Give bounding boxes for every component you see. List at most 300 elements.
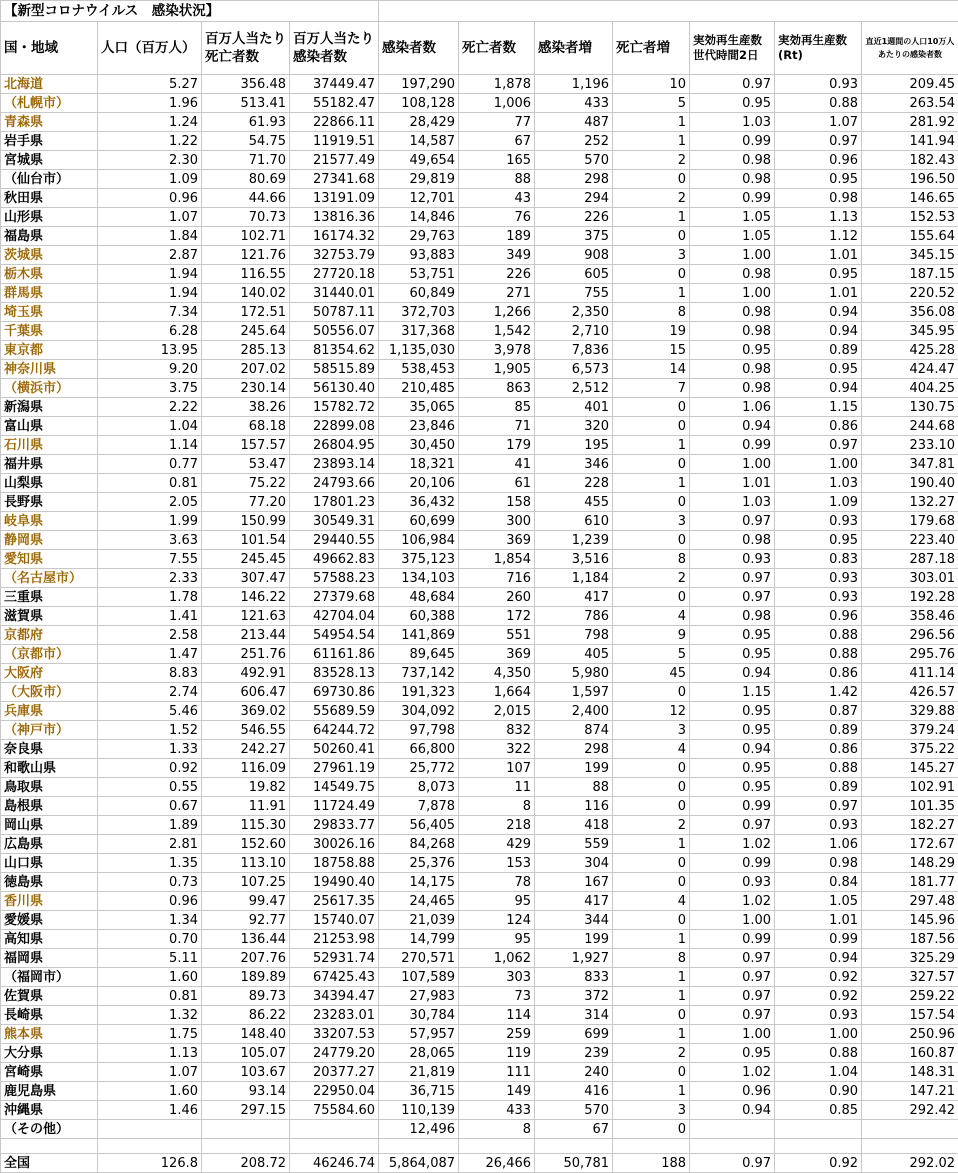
value-cell: 54954.54 (290, 626, 379, 645)
value-cell: 67 (535, 1120, 613, 1139)
value-cell: 1.75 (98, 1025, 202, 1044)
value-cell: 1.00 (690, 1025, 775, 1044)
value-cell: 3.75 (98, 379, 202, 398)
value-cell: 4,350 (459, 664, 535, 683)
value-cell: 0.92 (775, 968, 862, 987)
value-cell: 220.52 (862, 284, 958, 303)
value-cell: 34394.47 (290, 987, 379, 1006)
value-cell: 172.51 (202, 303, 290, 322)
value-cell: 300 (459, 512, 535, 531)
value-cell: 1.03 (690, 493, 775, 512)
region-name-cell[interactable]: 千葉県 (1, 322, 98, 341)
value-cell: 24793.66 (290, 474, 379, 493)
value-cell: 189 (459, 227, 535, 246)
value-cell: 69730.86 (290, 683, 379, 702)
value-cell: 93,883 (379, 246, 459, 265)
value-cell: 0.99 (690, 930, 775, 949)
value-cell: 0 (613, 398, 690, 417)
region-name-cell: 島根県 (1, 797, 98, 816)
value-cell: 1.00 (690, 455, 775, 474)
region-name-cell: 佐賀県 (1, 987, 98, 1006)
value-cell: 10 (613, 75, 690, 94)
value-cell: 95 (459, 930, 535, 949)
table-row (1, 455, 958, 474)
value-cell: 2.22 (98, 398, 202, 417)
value-cell: 329.88 (862, 702, 958, 721)
value-cell: 1.41 (98, 607, 202, 626)
value-cell: 0.95 (775, 265, 862, 284)
value-cell: 2 (613, 189, 690, 208)
value-cell: 245.45 (202, 550, 290, 569)
value-cell: 0.98 (690, 379, 775, 398)
value-cell: 152.60 (202, 835, 290, 854)
value-cell: 832 (459, 721, 535, 740)
value-cell: 0.81 (98, 987, 202, 1006)
region-name-cell[interactable]: 埼玉県 (1, 303, 98, 322)
table-row (1, 170, 958, 189)
table-row (1, 1006, 958, 1025)
table-row (1, 189, 958, 208)
value-cell: 345.15 (862, 246, 958, 265)
value-cell: 30,450 (379, 436, 459, 455)
value-cell: 233.10 (862, 436, 958, 455)
value-cell: 786 (535, 607, 613, 626)
value-cell (98, 1120, 202, 1139)
value-cell: 145.27 (862, 759, 958, 778)
value-cell: 2,512 (535, 379, 613, 398)
region-name-cell[interactable]: 茨城県 (1, 246, 98, 265)
region-name-cell[interactable]: 石川県 (1, 436, 98, 455)
value-cell: 116.09 (202, 759, 290, 778)
value-cell: 0.93 (775, 569, 862, 588)
header-row (1, 22, 958, 75)
region-name-cell[interactable]: 静岡県 (1, 531, 98, 550)
table-row (1, 94, 958, 113)
table-row (1, 797, 958, 816)
value-cell: 189.89 (202, 968, 290, 987)
region-name-cell[interactable]: （名古屋市） (1, 569, 98, 588)
region-name-cell: 愛媛県 (1, 911, 98, 930)
value-cell: 223.40 (862, 531, 958, 550)
value-cell: 207.02 (202, 360, 290, 379)
empty-cell (379, 1139, 459, 1154)
value-cell: 14,799 (379, 930, 459, 949)
value-cell: 141.94 (862, 132, 958, 151)
value-cell: 345.95 (862, 322, 958, 341)
value-cell: 218 (459, 816, 535, 835)
value-cell: 102.71 (202, 227, 290, 246)
value-cell: 0.89 (775, 341, 862, 360)
table-row (1, 75, 958, 94)
value-cell: 349 (459, 246, 535, 265)
value-cell: 23283.01 (290, 1006, 379, 1025)
value-cell: 179 (459, 436, 535, 455)
value-cell: 0.95 (690, 645, 775, 664)
value-cell: 192.28 (862, 588, 958, 607)
value-cell: 195 (535, 436, 613, 455)
region-name-cell[interactable]: 香川県 (1, 892, 98, 911)
value-cell: 292.02 (862, 1154, 958, 1173)
region-name-cell[interactable]: 群馬県 (1, 284, 98, 303)
value-cell: 1 (613, 968, 690, 987)
value-cell: 298 (535, 170, 613, 189)
value-cell: 1.60 (98, 968, 202, 987)
value-cell: 146.22 (202, 588, 290, 607)
region-name-cell[interactable]: （札幌市） (1, 94, 98, 113)
value-cell: 89.73 (202, 987, 290, 1006)
table-row (1, 550, 958, 569)
value-cell: 148.40 (202, 1025, 290, 1044)
value-cell: 149 (459, 1082, 535, 1101)
value-cell: 208.72 (202, 1154, 290, 1173)
value-cell: 0.55 (98, 778, 202, 797)
value-cell: 58515.89 (290, 360, 379, 379)
value-cell: 21,819 (379, 1063, 459, 1082)
table-row (1, 531, 958, 550)
value-cell: 116.55 (202, 265, 290, 284)
value-cell: 0.92 (98, 759, 202, 778)
value-cell: 375 (535, 227, 613, 246)
value-cell: 0 (613, 683, 690, 702)
value-cell: 12,496 (379, 1120, 459, 1139)
value-cell: 121.63 (202, 607, 290, 626)
value-cell: 15782.72 (290, 398, 379, 417)
value-cell: 1,196 (535, 75, 613, 94)
value-cell: 375.22 (862, 740, 958, 759)
value-cell: 1.07 (98, 1063, 202, 1082)
value-cell: 181.77 (862, 873, 958, 892)
value-cell: 7.34 (98, 303, 202, 322)
header-weekly-per-100k: 直近1週間の人口10万人あたりの感染者数 (862, 22, 958, 75)
region-name-cell[interactable]: 兵庫県 (1, 702, 98, 721)
value-cell: 1,239 (535, 531, 613, 550)
table-row (1, 911, 958, 930)
value-cell: 146.65 (862, 189, 958, 208)
region-name-cell[interactable]: 京都府 (1, 626, 98, 645)
value-cell: 0.70 (98, 930, 202, 949)
value-cell: 546.55 (202, 721, 290, 740)
value-cell: 25,376 (379, 854, 459, 873)
value-cell: 20,106 (379, 474, 459, 493)
value-cell: 0.99 (775, 930, 862, 949)
value-cell: 0.83 (775, 550, 862, 569)
value-cell: 605 (535, 265, 613, 284)
value-cell: 226 (535, 208, 613, 227)
value-cell: 187.15 (862, 265, 958, 284)
region-name-cell: 山口県 (1, 854, 98, 873)
value-cell: 15740.07 (290, 911, 379, 930)
table-row (1, 474, 958, 493)
header-deaths: 死亡者数 (459, 22, 535, 75)
value-cell: 5.11 (98, 949, 202, 968)
value-cell: 239 (535, 1044, 613, 1063)
value-cell: 53,751 (379, 265, 459, 284)
value-cell: 4 (613, 892, 690, 911)
value-cell: 295.76 (862, 645, 958, 664)
value-cell: 401 (535, 398, 613, 417)
value-cell: 8.83 (98, 664, 202, 683)
value-cell: 0.93 (690, 873, 775, 892)
value-cell: 54.75 (202, 132, 290, 151)
value-cell: 157.57 (202, 436, 290, 455)
value-cell: 417 (535, 892, 613, 911)
value-cell: 188 (613, 1154, 690, 1173)
value-cell: 1 (613, 474, 690, 493)
value-cell: 7,878 (379, 797, 459, 816)
value-cell: 1,062 (459, 949, 535, 968)
value-cell (690, 1120, 775, 1139)
value-cell: 0.94 (775, 949, 862, 968)
value-cell: 372 (535, 987, 613, 1006)
table-row (1, 360, 958, 379)
value-cell: 64244.72 (290, 721, 379, 740)
value-cell: 1.03 (775, 474, 862, 493)
value-cell: 26,466 (459, 1154, 535, 1173)
value-cell: 270,571 (379, 949, 459, 968)
value-cell: 2,015 (459, 702, 535, 721)
value-cell: 226 (459, 265, 535, 284)
table-row (1, 930, 958, 949)
value-cell: 55182.47 (290, 94, 379, 113)
value-cell: 7,836 (535, 341, 613, 360)
value-cell: 0.96 (775, 151, 862, 170)
value-cell: 570 (535, 1101, 613, 1120)
value-cell: 1 (613, 208, 690, 227)
value-cell: 1.34 (98, 911, 202, 930)
value-cell: 56130.40 (290, 379, 379, 398)
value-cell: 2,710 (535, 322, 613, 341)
region-name-cell: 広島県 (1, 835, 98, 854)
value-cell: 0.67 (98, 797, 202, 816)
value-cell: 30549.31 (290, 512, 379, 531)
value-cell: 13191.09 (290, 189, 379, 208)
value-cell: 44.66 (202, 189, 290, 208)
table-row (1, 151, 958, 170)
region-name-cell: 長野県 (1, 493, 98, 512)
value-cell: 29833.77 (290, 816, 379, 835)
value-cell: 18758.88 (290, 854, 379, 873)
region-name-cell[interactable]: 岐阜県 (1, 512, 98, 531)
table-row (1, 987, 958, 1006)
region-name-cell[interactable]: （京都市） (1, 645, 98, 664)
value-cell: 1.13 (98, 1044, 202, 1063)
value-cell: 1,184 (535, 569, 613, 588)
value-cell: 0 (613, 1063, 690, 1082)
value-cell: 242.27 (202, 740, 290, 759)
table-row (1, 854, 958, 873)
table-row (1, 816, 958, 835)
value-cell: 3,516 (535, 550, 613, 569)
region-name-cell: 宮城県 (1, 151, 98, 170)
region-name-cell: 新潟県 (1, 398, 98, 417)
value-cell: 1 (613, 132, 690, 151)
value-cell: 187.56 (862, 930, 958, 949)
value-cell: 1 (613, 1025, 690, 1044)
region-name-cell[interactable]: （横浜市） (1, 379, 98, 398)
value-cell: 0.97 (690, 75, 775, 94)
region-name-cell[interactable]: 愛知県 (1, 550, 98, 569)
value-cell: 0.97 (690, 987, 775, 1006)
empty-cell (535, 1139, 613, 1154)
value-cell: 73 (459, 987, 535, 1006)
value-cell: 148.29 (862, 854, 958, 873)
region-name-cell[interactable]: （神戸市） (1, 721, 98, 740)
value-cell: 0.97 (690, 1154, 775, 1173)
value-cell: 36,432 (379, 493, 459, 512)
value-cell: 0.99 (690, 854, 775, 873)
value-cell: 2.30 (98, 151, 202, 170)
value-cell: 17801.23 (290, 493, 379, 512)
value-cell: 31440.01 (290, 284, 379, 303)
value-cell: 101.35 (862, 797, 958, 816)
value-cell: 3 (613, 1101, 690, 1120)
table-row (1, 322, 958, 341)
table-row (1, 626, 958, 645)
value-cell: 145.96 (862, 911, 958, 930)
table-row (1, 341, 958, 360)
header-rt-2day: 実効再生産数 世代時間2日 (690, 22, 775, 75)
value-cell: 610 (535, 512, 613, 531)
value-cell: 0.93 (690, 550, 775, 569)
value-cell: 165 (459, 151, 535, 170)
value-cell: 76 (459, 208, 535, 227)
value-cell: 19490.40 (290, 873, 379, 892)
value-cell: 0 (613, 265, 690, 284)
empty-cell (613, 1139, 690, 1154)
value-cell: 245.64 (202, 322, 290, 341)
value-cell: 798 (535, 626, 613, 645)
region-name-cell[interactable]: 栃木県 (1, 265, 98, 284)
table-row (1, 512, 958, 531)
value-cell: 0 (613, 227, 690, 246)
header-population: 人口（百万人） (98, 22, 202, 75)
value-cell: 101.54 (202, 531, 290, 550)
region-name-cell: 鹿児島県 (1, 1082, 98, 1101)
region-name-cell[interactable]: 大阪府 (1, 664, 98, 683)
value-cell: 259.22 (862, 987, 958, 1006)
value-cell: 3,978 (459, 341, 535, 360)
value-cell: 25617.35 (290, 892, 379, 911)
value-cell: 75.22 (202, 474, 290, 493)
region-name-cell: 鳥取県 (1, 778, 98, 797)
value-cell: 344 (535, 911, 613, 930)
region-name-cell: 全国 (1, 1154, 98, 1173)
region-name-cell[interactable]: 青森県 (1, 113, 98, 132)
value-cell: 1.09 (98, 170, 202, 189)
value-cell: 0.99 (690, 132, 775, 151)
value-cell: 25,772 (379, 759, 459, 778)
value-cell: 41 (459, 455, 535, 474)
empty-cell (290, 1139, 379, 1154)
value-cell: 78 (459, 873, 535, 892)
value-cell: 0.84 (775, 873, 862, 892)
value-cell: 0.99 (690, 189, 775, 208)
value-cell: 50,781 (535, 1154, 613, 1173)
value-cell: 0.99 (690, 797, 775, 816)
value-cell: 317,368 (379, 322, 459, 341)
value-cell: 4 (613, 740, 690, 759)
value-cell: 0.97 (690, 949, 775, 968)
value-cell: 85 (459, 398, 535, 417)
value-cell: 23893.14 (290, 455, 379, 474)
value-cell: 0.99 (690, 436, 775, 455)
value-cell: 0 (613, 531, 690, 550)
table-row (1, 436, 958, 455)
region-name-cell: 福島県 (1, 227, 98, 246)
value-cell: 110,139 (379, 1101, 459, 1120)
value-cell: 263.54 (862, 94, 958, 113)
value-cell: 4 (613, 607, 690, 626)
value-cell: 1.00 (775, 455, 862, 474)
value-cell: 61161.86 (290, 645, 379, 664)
region-name-cell: 宮崎県 (1, 1063, 98, 1082)
header-cases-per-million: 百万人当たり感染者数 (290, 22, 379, 75)
value-cell: 11919.51 (290, 132, 379, 151)
value-cell: 172.67 (862, 835, 958, 854)
value-cell: 21253.98 (290, 930, 379, 949)
value-cell: 433 (535, 94, 613, 113)
region-name-cell[interactable]: 熊本県 (1, 1025, 98, 1044)
value-cell: 1 (613, 835, 690, 854)
value-cell: 182.43 (862, 151, 958, 170)
value-cell: 1.06 (690, 398, 775, 417)
empty-cell (690, 1139, 775, 1154)
value-cell: 1.01 (775, 911, 862, 930)
header-rt: 実効再生産数 (Rt) (775, 22, 862, 75)
table-row (1, 379, 958, 398)
value-cell: 1,878 (459, 75, 535, 94)
value-cell: 147.21 (862, 1082, 958, 1101)
header-cases: 感染者数 (379, 22, 459, 75)
value-cell: 0.94 (690, 417, 775, 436)
value-cell: 0.98 (690, 607, 775, 626)
value-cell: 737,142 (379, 664, 459, 683)
value-cell: 12,701 (379, 189, 459, 208)
value-cell: 426.57 (862, 683, 958, 702)
value-cell: 0.96 (98, 189, 202, 208)
value-cell: 27379.68 (290, 588, 379, 607)
value-cell (862, 1120, 958, 1139)
value-cell: 285.13 (202, 341, 290, 360)
value-cell: 425.28 (862, 341, 958, 360)
spacer-row (1, 1139, 958, 1154)
value-cell: 11724.49 (290, 797, 379, 816)
region-name-cell[interactable]: 北海道 (1, 75, 98, 94)
region-name-cell[interactable]: （大阪市） (1, 683, 98, 702)
table-row (1, 835, 958, 854)
header-deaths-per-million: 百万人当たり死亡者数 (202, 22, 290, 75)
table-row (1, 683, 958, 702)
table-row (1, 208, 958, 227)
region-name-cell: （福岡市） (1, 968, 98, 987)
value-cell: 2,400 (535, 702, 613, 721)
value-cell: 0.88 (775, 759, 862, 778)
value-cell: 124 (459, 911, 535, 930)
value-cell: 1 (613, 930, 690, 949)
value-cell: 190.40 (862, 474, 958, 493)
value-cell: 298 (535, 740, 613, 759)
value-cell: 5 (613, 645, 690, 664)
value-cell: 97,798 (379, 721, 459, 740)
region-name-cell[interactable]: 東京都 (1, 341, 98, 360)
region-name-cell: （その他） (1, 1120, 98, 1139)
table-row (1, 949, 958, 968)
value-cell: 271 (459, 284, 535, 303)
region-name-cell[interactable]: 神奈川県 (1, 360, 98, 379)
value-cell: 1.15 (690, 683, 775, 702)
region-name-cell: 奈良県 (1, 740, 98, 759)
table-row (1, 246, 958, 265)
